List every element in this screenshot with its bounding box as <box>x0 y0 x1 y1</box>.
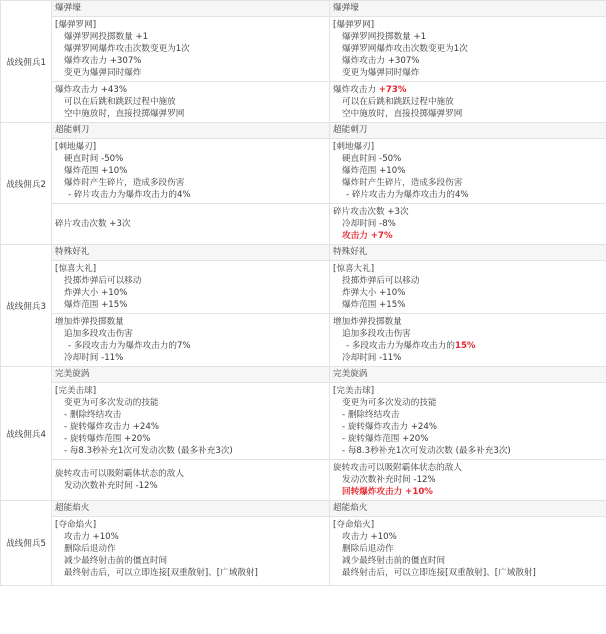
row-block <box>1 383 606 460</box>
text-line: 爆炸攻击力 +43% <box>55 85 128 95</box>
row-title <box>1 245 606 261</box>
skill-title: 爆弹壕 <box>330 1 606 17</box>
text-line <box>333 340 603 352</box>
highlight-value: 15% <box>454 341 476 351</box>
skill-title: 超能刺刀 <box>52 123 330 139</box>
text-line: [夺命焰火] <box>55 520 97 530</box>
highlight-value: +73% <box>378 85 407 95</box>
text-line: [爆弹罗网] <box>55 20 97 30</box>
row-label: 战线佣兵4 <box>1 367 52 501</box>
new-block <box>330 383 606 460</box>
text-line: 爆炸攻击力 +307% <box>342 56 420 66</box>
text-line: 旋转攻击可以吸附霸体状态的敌人 <box>55 469 184 479</box>
old-block <box>52 314 330 367</box>
text-line: [完美击球] <box>333 386 375 396</box>
text-line: 发动次数补充时间 -12% <box>64 481 158 491</box>
text-line: [刺地爆刃] <box>333 142 375 152</box>
text-line: [完美击球] <box>55 386 97 396</box>
text-line: - 碎片攻击力为爆炸攻击力的4% <box>346 190 469 200</box>
text-line: 投掷炸弹后可以移动 <box>342 276 420 286</box>
text-line: 减少最终射击前的僵直时间 <box>342 556 446 566</box>
text-line: 增加炸弹投掷数量 <box>55 317 124 327</box>
text-line: 硬直时间 -50% <box>342 154 402 164</box>
highlight-value: 攻击力 +7% <box>342 231 393 241</box>
text-line: 增加炸弹投掷数量 <box>333 317 402 327</box>
text-line: 爆炸攻击力 +307% <box>64 56 142 66</box>
text-line: 追加多段攻击伤害 <box>64 329 133 339</box>
text-line: - 删除终结攻击 <box>64 410 122 420</box>
text-line: 发动次数补充时间 -12% <box>342 475 436 485</box>
skill-title: 特殊好礼 <box>52 245 330 261</box>
text-line: 删除后退动作 <box>64 544 116 554</box>
row-block <box>1 17 606 82</box>
new-block <box>330 17 606 82</box>
text-line: - 删除终结攻击 <box>342 410 400 420</box>
text-line: 变更为爆弹同时爆炸 <box>64 68 142 78</box>
row-block <box>1 314 606 367</box>
text-prefix: 爆炸攻击力 <box>333 85 379 95</box>
text-line: 变更为可多次发动的技能 <box>342 398 437 408</box>
text-line: 旋转攻击可以吸附霸体状态的敌人 <box>333 463 462 473</box>
skill-title: 完美旋涡 <box>52 367 330 383</box>
text-line: 变更为可多次发动的技能 <box>64 398 159 408</box>
new-block <box>330 517 606 586</box>
old-block <box>52 204 330 245</box>
text-line: 冷却时间 -8% <box>342 219 396 229</box>
row-title <box>1 123 606 139</box>
text-line: 删除后退动作 <box>342 544 394 554</box>
text-line: - 多段攻击力为爆炸攻击力的7% <box>68 341 191 351</box>
text-line: 爆炸时产生碎片，造成多段伤害 <box>64 178 185 188</box>
skill-title: 爆弹壕 <box>52 1 330 17</box>
text-line: 可以在后跳和跳跃过程中施放 <box>342 97 454 107</box>
text-line: 爆炸范围 +10% <box>64 166 128 176</box>
text-line: 爆弹罗网爆炸攻击次数变更为1次 <box>342 44 468 54</box>
text-line: 炸弹大小 +10% <box>64 288 128 298</box>
skill-title: 特殊好礼 <box>330 245 606 261</box>
row-title <box>1 367 606 383</box>
text-line: 爆炸范围 +15% <box>64 300 128 310</box>
text-line: 爆弹罗网投掷数量 +1 <box>342 32 427 42</box>
text-line: [惊喜大礼] <box>333 264 375 274</box>
row-title <box>1 1 606 17</box>
new-block <box>330 82 606 123</box>
row-block <box>1 261 606 314</box>
text-line: 最终射击后，可以立即连接[双重散射]、[广域散射] <box>64 568 258 578</box>
skill-title: 超能焰火 <box>52 501 330 517</box>
text-line: 投掷炸弹后可以移动 <box>64 276 142 286</box>
text-line: 碎片攻击次数 +3次 <box>333 207 409 217</box>
new-block <box>330 204 606 245</box>
new-block <box>330 261 606 314</box>
text-line: 爆炸范围 +10% <box>342 166 406 176</box>
old-block <box>52 460 330 501</box>
text-line: 冷却时间 -11% <box>64 353 124 363</box>
text-line: 冷却时间 -11% <box>342 353 402 363</box>
text-line: - 碎片攻击力为爆炸攻击力的4% <box>68 190 191 200</box>
old-block <box>52 383 330 460</box>
text-line: 空中施放时，直接投掷爆弹罗网 <box>64 109 185 119</box>
text-line: [惊喜大礼] <box>55 264 97 274</box>
text-line: 硬直时间 -50% <box>64 154 124 164</box>
text-line: 炸弹大小 +10% <box>342 288 406 298</box>
text-line: [爆弹罗网] <box>333 20 375 30</box>
old-block <box>52 17 330 82</box>
text-line: - 旋转爆炸攻击力 +24% <box>64 422 160 432</box>
old-block <box>52 139 330 204</box>
old-block <box>52 261 330 314</box>
row-block <box>1 82 606 123</box>
skill-title: 超能刺刀 <box>330 123 606 139</box>
text-line: 追加多段攻击伤害 <box>342 329 411 339</box>
text-prefix: - 多段攻击力为爆炸攻击力的 <box>346 341 455 351</box>
text-line: 爆炸时产生碎片，造成多段伤害 <box>342 178 463 188</box>
row-block <box>1 460 606 501</box>
row-block <box>1 517 606 586</box>
row-block <box>1 139 606 204</box>
skill-title: 完美旋涡 <box>330 367 606 383</box>
text-line: - 每8.3秒补充1次可发动次数 (最多补充3次) <box>64 446 233 456</box>
text-line: - 旋转爆炸范围 +20% <box>342 434 429 444</box>
new-block <box>330 139 606 204</box>
text-line: 爆炸范围 +15% <box>342 300 406 310</box>
highlight-value: 回转爆炸攻击力 +10% <box>342 487 433 497</box>
skill-title: 超能焰火 <box>330 501 606 517</box>
row-label: 战线佣兵2 <box>1 123 52 245</box>
text-line <box>333 84 603 96</box>
text-line: 变更为爆弹同时爆炸 <box>342 68 420 78</box>
old-block <box>52 82 330 123</box>
text-line: 攻击力 +10% <box>342 532 397 542</box>
text-line: 爆弹罗网投掷数量 +1 <box>64 32 149 42</box>
text-line: 碎片攻击次数 +3次 <box>55 219 131 229</box>
text-line: 最终射击后，可以立即连接[双重散射]、[广域散射] <box>342 568 536 578</box>
text-line: [夺命焰火] <box>333 520 375 530</box>
text-line: [刺地爆刃] <box>55 142 97 152</box>
new-block <box>330 314 606 367</box>
text-line: 空中施放时，直接投掷爆弹罗网 <box>342 109 463 119</box>
new-block <box>330 460 606 501</box>
text-line: 爆弹罗网爆炸攻击次数变更为1次 <box>64 44 190 54</box>
row-label: 战线佣兵1 <box>1 1 52 123</box>
text-line: 减少最终射击前的僵直时间 <box>64 556 168 566</box>
text-line: 可以在后跳和跳跃过程中施放 <box>64 97 176 107</box>
text-line: - 每8.3秒补充1次可发动次数 (最多补充3次) <box>342 446 511 456</box>
text-line: - 旋转爆炸攻击力 +24% <box>342 422 438 432</box>
row-label: 战线佣兵3 <box>1 245 52 367</box>
row-title <box>1 501 606 517</box>
text-line: 攻击力 +10% <box>64 532 119 542</box>
text-line: - 旋转爆炸范围 +20% <box>64 434 151 444</box>
row-block <box>1 204 606 245</box>
row-label: 战线佣兵5 <box>1 501 52 586</box>
old-block <box>52 517 330 586</box>
